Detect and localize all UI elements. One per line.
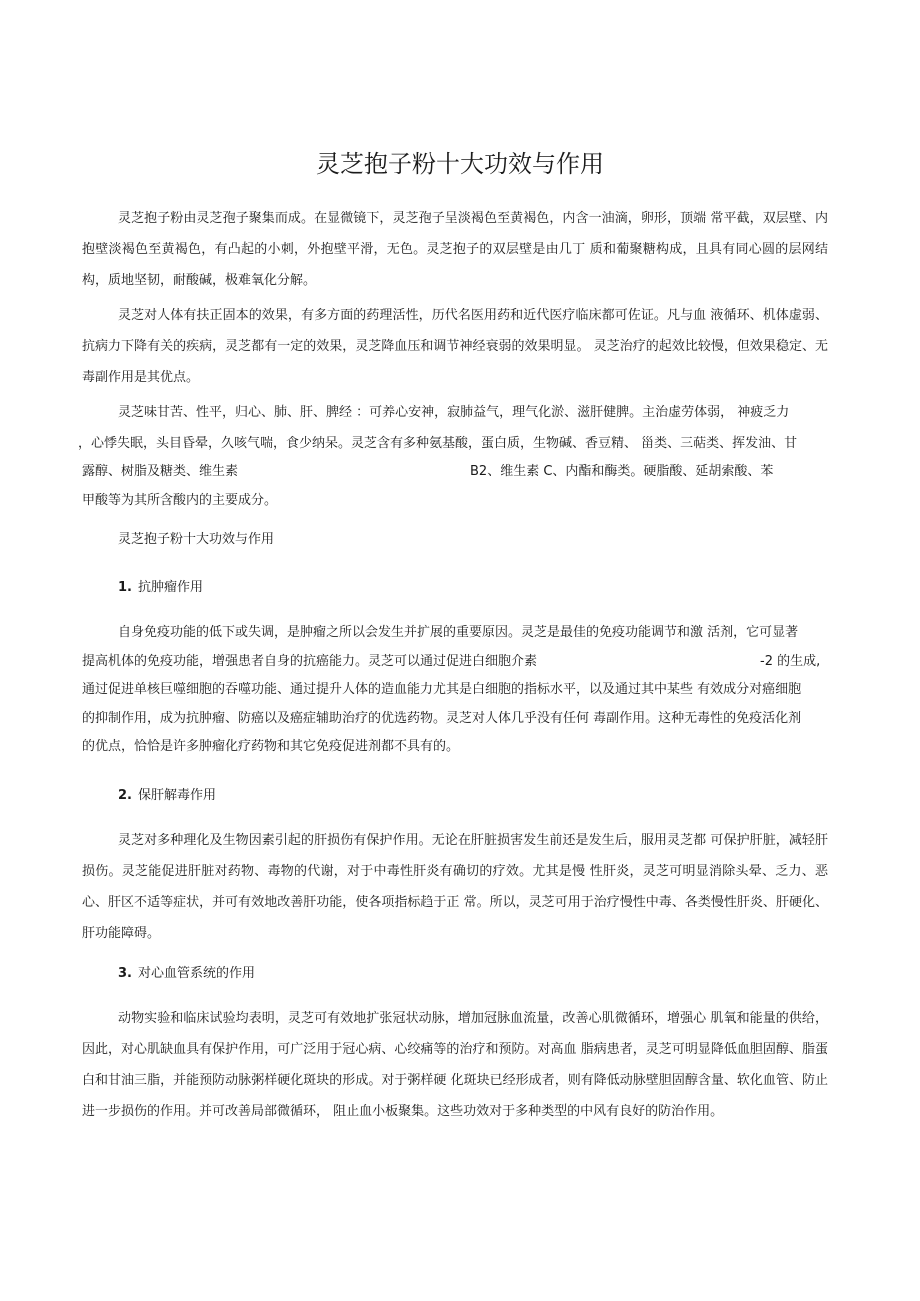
intro-paragraph-2: 灵芝对人体有扶正固本的效果，有多方面的药理活性，历代名医用药和近代医疗临床都可佐证。凡与血 液循环、机体虚弱、抗病力下降有关的疾病，灵芝都有一定的效果，灵芝降血压和调节神经衰弱的效果明显。 灵芝治疗的起效比较慢，但效果稳定、无毒副作用是其优点。 <box>82 308 828 385</box>
section-1-title: 抗肿瘤作用 <box>137 580 203 595</box>
section-3-number: 3. <box>118 966 132 981</box>
section-1-line-2: 提高机体的免疫功能，增强患者自身的抗癌能力。灵芝可以通过促进白细胞介素 <box>82 654 538 669</box>
section-1-line-2b: -2 的生成, <box>760 654 821 669</box>
intro-p3-line-4: 甲酸等为其所含酸内的主要成分。 <box>82 493 278 508</box>
section-1-line-1: 自身免疫功能的低下或失调，是肿瘤之所以会发生并扩展的重要原因。灵芝是最佳的免疫功能调节和激 活剂，它可显著 <box>118 625 799 640</box>
section-3-heading <box>118 958 255 989</box>
section-2-body: 灵芝对多种理化及生物因素引起的肝损伤有保护作用。无论在肝脏损害发生前还是发生后，服用灵芝都 可保护肝脏，减轻肝损伤。灵芝能促进肝脏对药物、毒物的代谢，对于中毒性肝炎有确切的疗效。尤其是慢 性肝炎，灵芝可明显消除头晕、乏力、恶心、肝区不适等症状，并可有效地改善肝功能，使各项指标趋于正 常。所以，灵芝可用于治疗慢性中毒、各类慢性肝炎、肝硬化、肝功能障碍。 <box>82 833 828 941</box>
section-1-line-5: 的优点，恰恰是许多肿瘤化疗药物和其它免疫促进剂都不具有的。 <box>82 739 460 754</box>
intro-p3-line-3b: B2、维生素 C、内酯和酶类。硬脂酸、延胡索酸、苯 <box>470 464 774 479</box>
section-3-title: 对心血管系统的作用 <box>137 966 255 981</box>
intro-paragraph-1: 灵芝抱子粉由灵芝孢子聚集而成。在显微镜下，灵芝孢子呈淡褐色至黄褐色，内含一油滴，卵形，顶端 常平截，双层壁、内抱壁淡褐色至黄褐色，有凸起的小刺，外抱壁平滑，无色。灵芝抱子的双层壁是由几丁 质和葡聚糖构成，且具有同心圆的层网结构，质地坚韧，耐酸碱，极难氧化分解。 <box>82 211 828 288</box>
section-subtitle: 灵芝抱子粉十大功效与作用 <box>118 532 275 547</box>
intro-p3-line-1: 灵芝味甘苦、性平，归心、肺、肝、脾经 ：可养心安神，寂肺益气，理气化淤、滋肝健脾。主治虚劳体弱， 神疲乏力 <box>118 405 790 420</box>
intro-p3-line-2: ，心悸失眠，头目昏晕，久咳气喘，食少纳呆。灵芝含有多种氨基酸，蛋白质，生物碱、香豆精、 甾类、三萜类、挥发油、甘 <box>78 436 798 451</box>
section-2-heading <box>118 780 216 811</box>
section-1-heading <box>118 572 203 603</box>
section-2-title: 保肝解毒作用 <box>137 788 216 803</box>
section-1-line-4: 的抑制作用，成为抗肿瘤、防癌以及癌症辅助治疗的优选药物。灵芝对人体几乎没有任何 毒副作用。这种无毒性的免疫活化剂 <box>82 711 802 726</box>
intro-p3-line-3: 露醇、树脂及糖类、维生素 <box>82 464 239 479</box>
section-1-number: 1. <box>118 580 132 595</box>
section-3-body: 动物实验和临床试验均表明，灵芝可有效地扩张冠状动脉，增加冠脉血流量，改善心肌微循环，增强心 肌氧和能量的供给，因此，对心肌缺血具有保护作用，可广泛用于冠心病、心绞痛等的治疗和预防。对高血 脂病患者，灵芝可明显降低血胆固醇、脂蛋白和甘油三脂，并能预防动脉粥样硬化斑块的形成。对于粥样硬 化斑块已经形成者，则有降低动脉壁胆固醇含量、软化血管、防止进一步损伤的作用。并可改善局部微循环， 阻止血小板聚集。这些功效对于多种类型的中风有良好的防治作用。 <box>82 1011 828 1119</box>
document-title: 灵芝抱子粉十大功效与作用 <box>316 150 604 178</box>
section-1-line-3: 通过促进单核巨噬细胞的吞噬功能、通过提升人体的造血能力尤其是白细胞的指标水平，以及通过其中某些 有效成分对癌细胞 <box>82 682 802 697</box>
section-2-number: 2. <box>118 788 132 803</box>
